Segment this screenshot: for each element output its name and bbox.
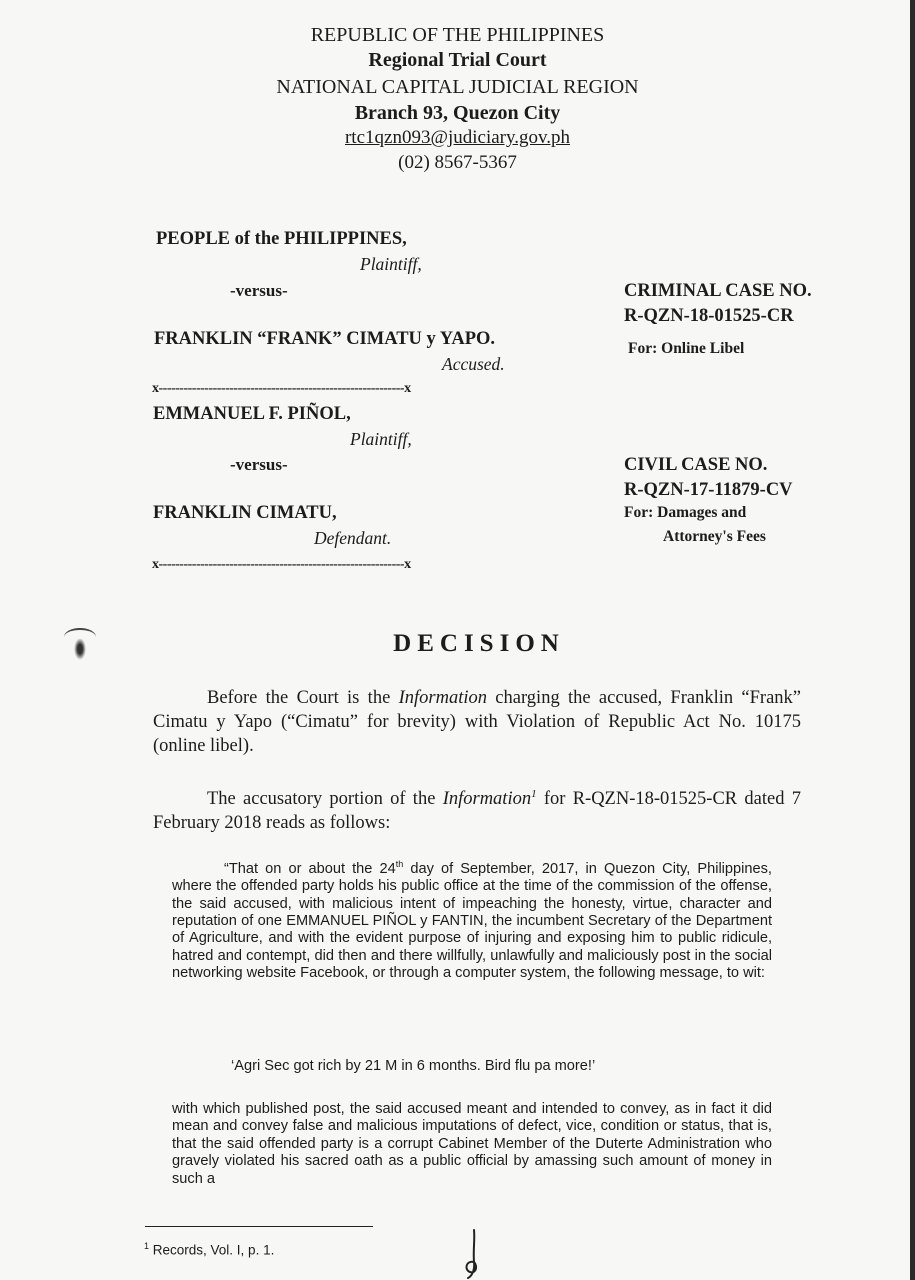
footnote-rule <box>145 1226 373 1227</box>
civil-defendant: FRANKLIN CIMATU, <box>153 503 337 523</box>
criminal-case-for: For: Online Libel <box>628 340 745 357</box>
criminal-accused: FRANKLIN “FRANK” CIMATU y YAPO. <box>154 329 496 349</box>
court-region: NATIONAL CAPITAL JUDICIAL REGION <box>276 76 639 98</box>
handwritten-initial <box>458 1228 488 1280</box>
quote-paragraph-1: “That on or about the 24th day of September, 2017, in Quezon City, Philippines, where the offended party holds his public office at the time of the commission of the offense, the said accused, with malicious intent of impeaching the honesty, virtue, character and reputation of one EMMANUEL PIÑOL y FANTIN, the incumbent Secretary of the Department of Agriculture, and with the evident purpose of injuring and exposing him to public ridicule, hatred and contempt, did then and there willfully, unlawfully and maliciously post in the social networking website Facebook, or through a computer system, the following message, to wit: <box>172 859 772 982</box>
civil-plaintiff-role: Plaintiff, <box>350 429 412 449</box>
criminal-plaintiff: PEOPLE of the PHILIPPINES, <box>156 229 407 249</box>
caption-separator-bottom: x-----------------------------------------------------------x <box>152 557 411 572</box>
civil-versus: -versus- <box>230 455 288 474</box>
quote-paragraph-2: with which published post, the said accused meant and intended to convey, as in fact it did mean and convey false and malicious imputations of defect, vice, condition or status, that is, that the said offended party is a corrupt Cabinet Member of the Duterte Administration who gravely violated his sacred oath as a public official by amassing such amount of money in such a <box>172 1101 772 1187</box>
page-edge <box>910 0 915 1280</box>
criminal-versus: -versus- <box>230 281 288 300</box>
civil-case-for-line1: For: Damages and <box>624 504 747 521</box>
civil-case-number: R-QZN-17-11879-CV <box>624 480 793 500</box>
criminal-plaintiff-role: Plaintiff, <box>360 254 422 274</box>
criminal-case-number: R-QZN-18-01525-CR <box>624 306 794 326</box>
footnote: $^1$ Records, Vol. I, p. 1. <box>144 1241 275 1258</box>
civil-case-label: CIVIL CASE NO. <box>624 455 768 475</box>
court-republic: REPUBLIC OF THE PHILIPPINES <box>310 24 605 46</box>
paragraph-accusatory: The accusatory portion of the Information$^1$ for R-QZN-18-01525-CR dated 7 February 2018 reads as follows: <box>153 788 801 834</box>
court-phone: (02) 8567-5367 <box>398 152 517 173</box>
court-branch: Branch 93, Quezon City <box>354 102 561 124</box>
civil-plaintiff: EMMANUEL F. PIÑOL, <box>153 404 351 424</box>
court-name: Regional Trial Court <box>368 49 547 71</box>
court-email-link[interactable]: rtc1qzn093@judiciary.gov.ph <box>344 127 571 148</box>
civil-case-for-line2: Attorney's Fees <box>663 528 766 545</box>
paragraph-intro: Before the Court is the Information charging the accused, Franklin “Frank” Cimatu y Yapo (“Cimatu” for brevity) with Violation of Republic Act No. 10175 (online libel). <box>153 688 801 756</box>
civil-defendant-role: Defendant. <box>314 528 392 548</box>
quote-facebook-post: ‘Agri Sec got rich by 21 M in 6 months. Bird flu pa more!’ <box>231 1058 596 1074</box>
criminal-accused-role: Accused. <box>442 354 505 374</box>
criminal-case-label: CRIMINAL CASE NO. <box>624 281 812 301</box>
caption-separator: x-----------------------------------------------------------x <box>152 381 411 396</box>
decision-title: DECISION <box>393 630 565 657</box>
